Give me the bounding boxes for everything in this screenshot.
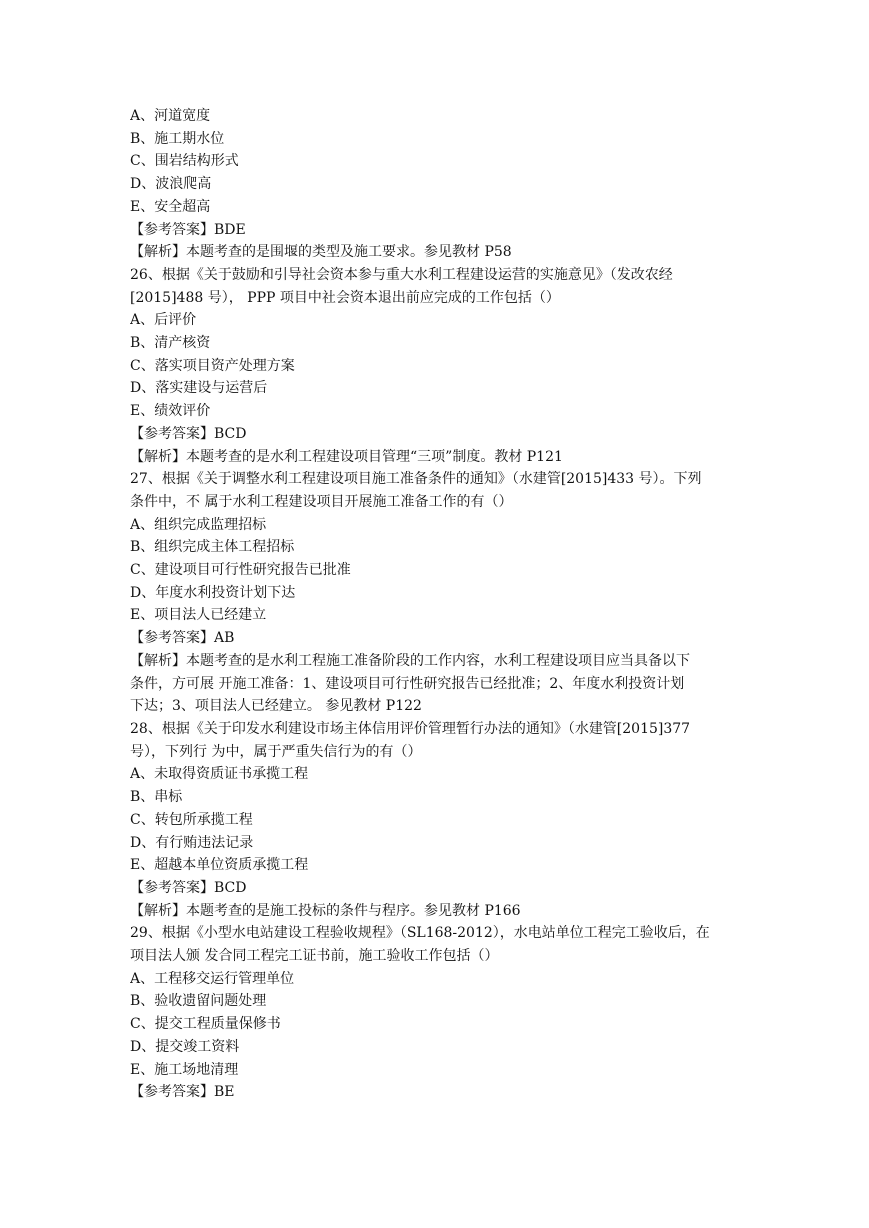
question-29-text: 29、根据《小型水电站建设工程验收规程》（SL168-2012），水电站单位工程完工验收后，在: [130, 925, 710, 942]
answer-line: 【参考答案】BCD: [130, 425, 247, 442]
option-a: A、未取得资质证书承揽工程: [130, 766, 309, 783]
analysis-line-cont: 下达；3、项目法人已经建立。 参见教材 P122: [130, 698, 422, 715]
option-e: E、绩效评价: [130, 403, 211, 420]
question-28-text: 28、根据《关于印发水利建设市场主体信用评价管理暂行办法的通知》（水建管[2015]377: [130, 720, 691, 737]
analysis-line: 【解析】本题考查的是施工投标的条件与程序。参见教材 P166: [130, 902, 521, 919]
option-c: C、转包所承揽工程: [130, 811, 253, 828]
question-27-text: 27、根据《关于调整水利工程建设项目施工准备条件的通知》（水建管[2015]433 号）。下列: [130, 471, 702, 488]
option-b: B、验收遗留问题处理: [130, 993, 267, 1010]
option-c: C、建设项目可行性研究报告已批准: [130, 562, 351, 579]
option-b: B、施工期水位: [130, 130, 225, 147]
analysis-line: 【解析】本题考查的是水利工程建设项目管理“三项”制度。教材 P121: [130, 448, 563, 465]
question-29-text-cont: 项目法人颁 发合同工程完工证书前，施工验收工作包括（）: [130, 948, 499, 965]
option-e: E、施工场地清理: [130, 1061, 239, 1078]
option-b: B、串标: [130, 789, 183, 806]
answer-line: 【参考答案】BDE: [130, 221, 246, 238]
analysis-line: 【解析】本题考查的是围堰的类型及施工要求。参见教材 P58: [130, 244, 512, 261]
option-e: E、超越本单位资质承揽工程: [130, 857, 309, 874]
option-c: C、提交工程质量保修书: [130, 1016, 281, 1033]
answer-line: 【参考答案】AB: [130, 630, 235, 647]
option-c: C、围岩结构形式: [130, 153, 239, 170]
option-d: D、提交竣工资料: [130, 1038, 240, 1055]
option-b: B、组织完成主体工程招标: [130, 539, 295, 556]
analysis-line: 【解析】本题考查的是水利工程施工准备阶段的工作内容，水利工程建设项目应当具备以下: [130, 652, 690, 669]
question-28-text-cont: 号），下列行 为中，属于严重失信行为的有（）: [130, 743, 422, 760]
option-c: C、落实项目资产处理方案: [130, 357, 295, 374]
option-d: D、年度水利投资计划下达: [130, 584, 296, 601]
question-26-text: 26、根据《关于鼓励和引导社会资本参与重大水利工程建设运营的实施意见》（发改农经: [130, 266, 673, 283]
option-a: A、后评价: [130, 312, 197, 329]
option-a: A、河道宽度: [130, 108, 211, 124]
option-e: E、项目法人已经建立: [130, 607, 267, 624]
option-d: D、有行贿违法记录: [130, 834, 254, 851]
option-a: A、工程移交运行管理单位: [130, 970, 295, 987]
answer-line: 【参考答案】BE: [130, 1084, 235, 1101]
analysis-line-cont: 条件，方可展 开施工准备：1、建设项目可行性研究报告已经批准；2、年度水利投资计划: [130, 675, 685, 692]
option-d: D、波浪爬高: [130, 176, 212, 193]
option-b: B、清产核资: [130, 335, 211, 352]
option-d: D、落实建设与运营后: [130, 380, 268, 397]
question-26-text-cont: [2015]488 号）， PPP 项目中社会资本退出前应完成的工作包括（）: [130, 289, 560, 306]
option-e: E、安全超高: [130, 198, 211, 215]
document-body: [130, 105, 742, 1104]
answer-line: 【参考答案】BCD: [130, 879, 247, 896]
option-a: A、组织完成监理招标: [130, 516, 267, 533]
question-27-text-cont: 条件中，不 属于水利工程建设项目开展施工准备工作的有（）: [130, 493, 513, 510]
